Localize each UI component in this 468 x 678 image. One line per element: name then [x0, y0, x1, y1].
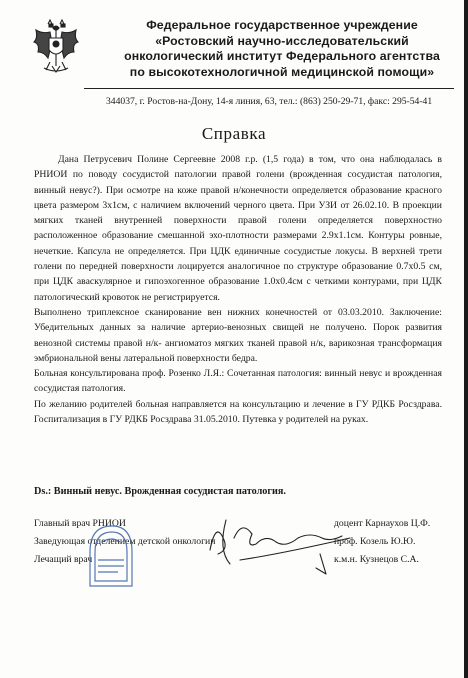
signature-name: доцент Карнаухов Ц.Ф.	[334, 518, 431, 529]
header-divider	[84, 88, 454, 89]
signature-role: Лечащий врач	[34, 554, 93, 565]
org-line: онкологический институт Федерального агентства	[124, 49, 440, 63]
scan-edge	[464, 0, 468, 678]
address-line: 344037, г. Ростов-на-Дону, 14-я линия, 63, тел.: (863) 250-29-71, факс: 295-54-41	[106, 96, 433, 107]
org-line: «Ростовский научно-исследовательский	[155, 33, 409, 48]
stamp-icon	[84, 522, 138, 592]
organization-name	[112, 18, 452, 80]
coat-of-arms-icon	[30, 18, 82, 78]
signature-role: Главный врач РНИОИ	[34, 518, 126, 529]
org-line: по высокотехнологичной медицинской помощи»	[129, 64, 435, 79]
body-paragraph: По желанию родителей больная направляется на консультацию и лечение в ГУ РДКБ Росздрава. Госпитализация в ГУ РДКБ Росздрава 31.05.2010. Путевка у родителей на руках.	[34, 398, 442, 426]
signature-name: проф. Козель Ю.Ю.	[334, 536, 416, 547]
document-body	[34, 152, 442, 427]
body-paragraph: Выполнено триплексное сканирование вен нижних конечностей от 03.03.2010. Заключение: Убедительных данных за наличие артерио-венозных свищей не получено. Порок развития венозной системы правой н/к- ангиоматоз мягких тканей правой н/к, варикозная трансформация эмбриональной вены латеральной поверхности бедра.	[34, 306, 442, 364]
org-line: Федеральное государственное учреждение	[146, 18, 418, 32]
signature-name: к.м.н. Кузнецов С.А.	[334, 554, 419, 565]
body-paragraph: Больная консультирована проф. Розенко Л.Я.: Сочетанная патология: винный невус и врожденная сосудистая патология.	[34, 368, 442, 395]
signature-icon	[200, 510, 360, 580]
diagnosis: Ds.: Винный невус. Врожденная сосудистая патология.	[34, 486, 286, 497]
signature-role: Заведующая отделением детской онкологии	[34, 536, 216, 547]
document-title: Справка	[201, 124, 267, 143]
body-paragraph: Дана Петрусевич Полине Сергеевне 2008 г.р. (1,5 года) в том, что она наблюдалась в РНИОИ по поводу сосудистой патологии правой голени (врожденная сосудистая патология, винный невус?). При осмотре на коже правой н/конечности определяется образование красного цвета размером 3х1см, с наличием включений черного цвета. При УЗИ от 26.02.10. В проекции мягких тканей внутренней поверхности правой голени определяется поверхностно расположенное образование смешанной эхо-плотности размерами 2.9х1.1см. Контуры ровные, нечеткие. Капсула не определяется. При ЦДК единичные сосудистые локусы. В верхней трети голени по передней поверхности лоцируется аналогичное по структуре образование 0.7х0.5 см, при ЦДК аваскулярное и гипоэхогенное образование 1.0х0.4см с четкими контурами, при ЦДК патологический кровоток не регистрируется.	[34, 154, 442, 303]
